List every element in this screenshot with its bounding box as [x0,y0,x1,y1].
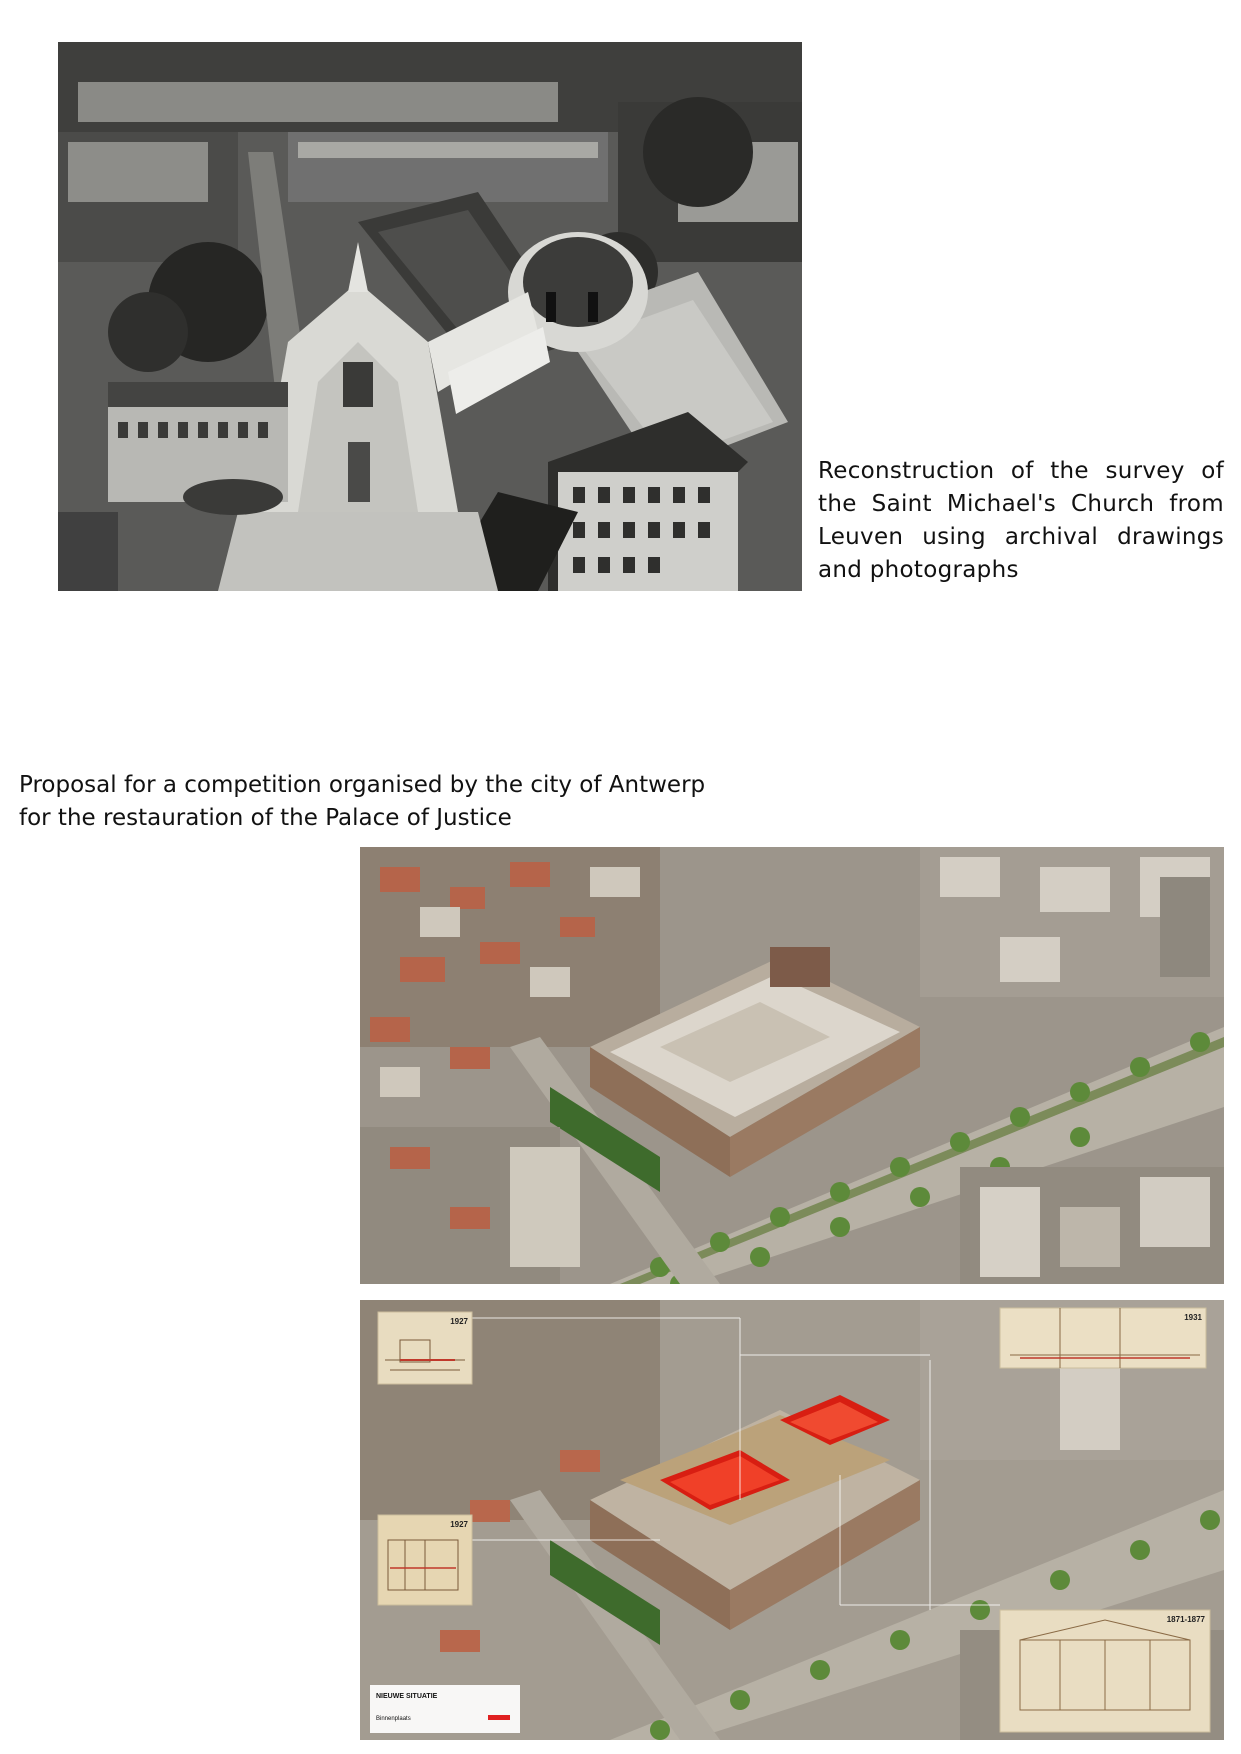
palace-proposal-photo [360,1300,1224,1740]
church-caption-line: Reconstruction of the survey of [818,458,1224,484]
antwerp-caption [19,769,779,835]
inset-year-top-left: 1927 [450,1317,468,1326]
antwerp-caption-line: for the restauration of the Palace of Justice [19,805,512,831]
church-aerial-photo [58,42,802,591]
legend-title: NIEUWE SITUATIE [376,1693,438,1700]
legend-swatch [488,1715,510,1720]
church-caption-line: the Saint Michael's Church from [818,491,1224,517]
palace-aerial-photo [360,847,1224,1284]
inset-year-bottom-right: 1871-1877 [1166,1615,1205,1624]
church-caption-line: Leuven using archival drawings [818,524,1224,550]
church-caption-line: and photographs [818,557,1019,583]
legend-item-label: Binnenplaats [376,1716,411,1722]
inset-year-mid-left: 1927 [450,1520,468,1529]
inset-year-top-right: 1931 [1184,1313,1202,1322]
church-caption [818,455,1224,587]
antwerp-caption-line: Proposal for a competition organised by the city of Antwerp [19,772,706,798]
